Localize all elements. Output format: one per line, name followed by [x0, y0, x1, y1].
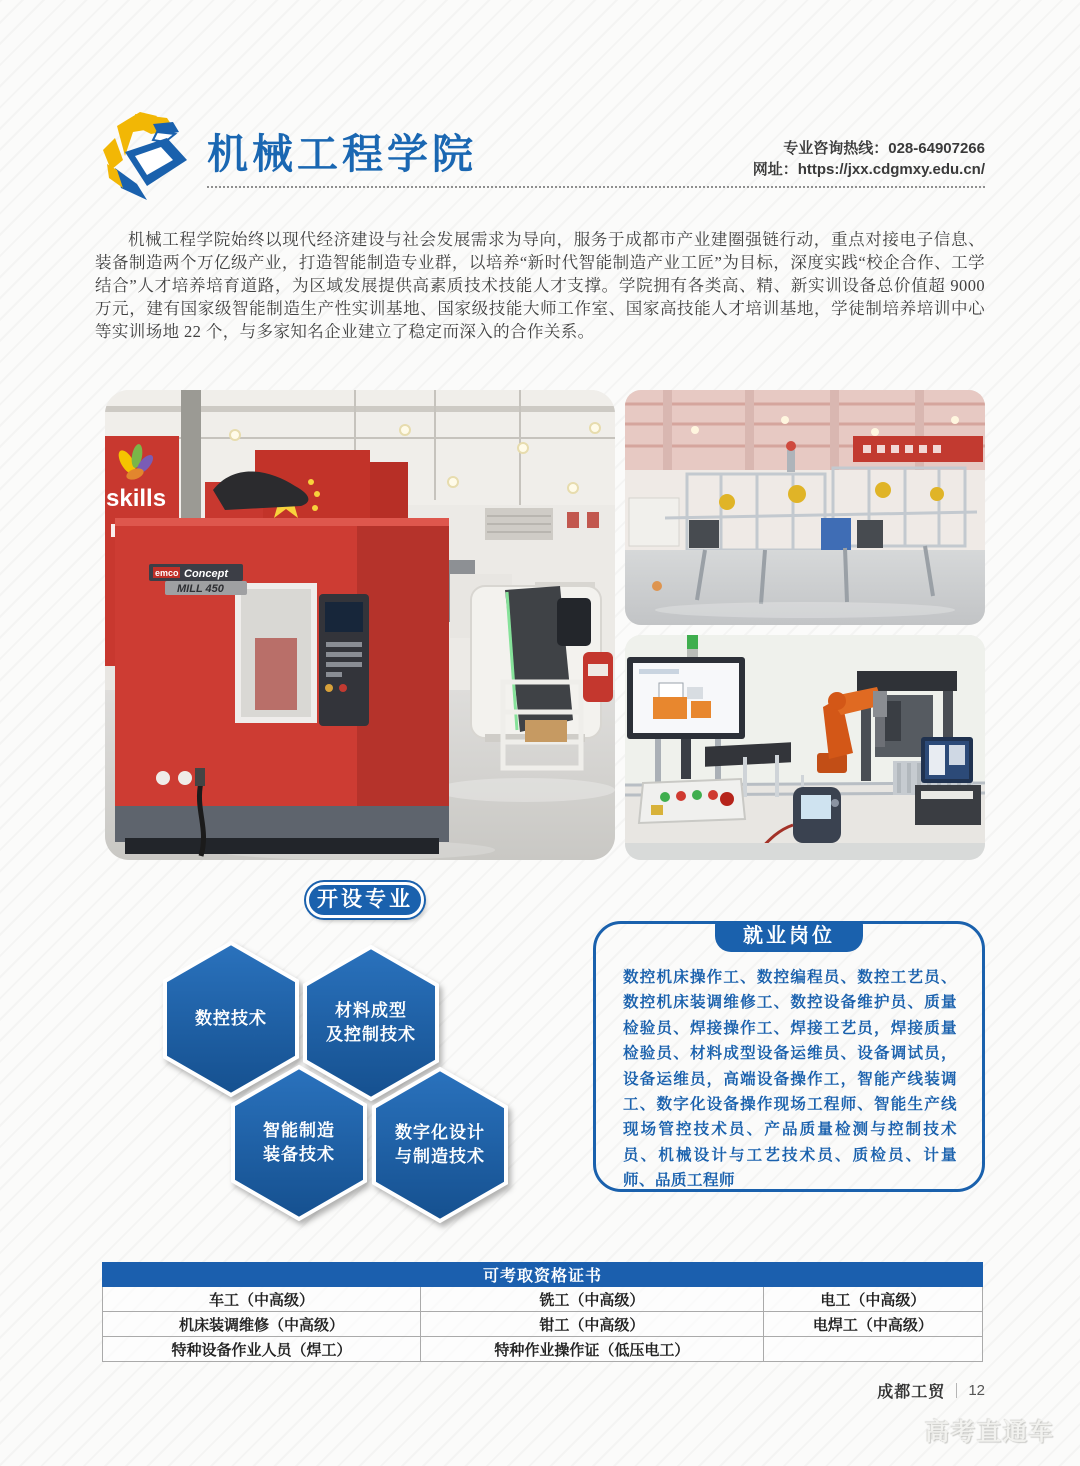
page-footer	[877, 1379, 985, 1402]
machine-model-text: MILL 450	[177, 583, 224, 595]
major-hex-digital-design	[371, 1066, 509, 1224]
table-row	[103, 1312, 983, 1337]
machine-brand-text: emco	[155, 568, 179, 578]
major-label: 材料成型	[335, 1001, 407, 1020]
page-title: 机械工程学院	[207, 131, 477, 177]
photo-production-line	[625, 390, 985, 625]
jobs-panel	[593, 921, 985, 1192]
jobs-list: 数控机床操作工、数控编程员、数控工艺员、数控机床装调维修工、数控设备维护员、质量检验员、焊接操作工、焊接工艺员，焊接质量检验员、材料成型设备运维员、设备调试员，设备运维员，高端设备操作工，智能产线装调工、数字化设备操作现场工程师、智能生产线现场管控技术员、产品质量检测与控制技术员、机械设计与工艺技术员、质检员、计量师、品质工程师	[623, 969, 957, 1190]
control-panel	[639, 779, 745, 823]
major-hex-intelligent-manufacturing	[230, 1064, 368, 1222]
jobs-section-title: 就业岗位	[715, 921, 863, 952]
cert-cell: 电工（中高级）	[763, 1287, 982, 1312]
photo-robot-cell	[625, 635, 985, 860]
header-divider	[207, 186, 985, 188]
intro-paragraph: 机械工程学院始终以现代经济建设与社会发展需求为导向，服务于成都市产业建圈强链行动，重点对接电子信息、装备制造两个万亿级产业，打造智能制造专业群，以培养“新时代智能制造产业工匠”为目标，深度实践“校企合作、工学结合”人才培养培育道路，为区域发展提供高素质技术技能人才支撑。学院拥有各类高、精、新实训设备总价值超 9000 万元，建有国家级智能制造生产性实训基地、国家级技能大师工作室、国家高技能人才培训基地，学徒制培养培训中心等实训场地 22 个，与多家知名企业建立了稳定而深入的合作关系。	[95, 230, 985, 341]
college-logo	[95, 108, 195, 203]
red-banner	[853, 436, 983, 462]
hotline-text: 专业咨询热线：028-64907266	[783, 140, 985, 157]
major-label: 数控技术	[195, 1009, 267, 1028]
footer-divider	[956, 1383, 957, 1398]
majors-section-title: 开设专业	[306, 882, 424, 918]
major-label: 及控制技术	[326, 1025, 416, 1044]
watermark: 高考直通车	[925, 1419, 1055, 1446]
cert-cell: 机床装调维修（中高级）	[103, 1312, 421, 1337]
cert-cell: 车工（中高级）	[103, 1287, 421, 1312]
cert-cell: 特种作业操作证（低压电工）	[421, 1337, 764, 1362]
major-label: 装备技术	[263, 1145, 335, 1164]
photo-cnc-workshop	[105, 390, 615, 860]
white-cnc-machine	[450, 574, 601, 742]
cert-cell: 钳工（中高级）	[421, 1312, 764, 1337]
red-barrel	[583, 652, 613, 702]
pc-monitor	[915, 737, 981, 825]
emco-cnc-machine	[115, 471, 449, 856]
cert-cell: 电焊工（中高级）	[763, 1312, 982, 1337]
majors-hex-cluster	[160, 938, 522, 1228]
cert-cell: 铣工（中高级）	[421, 1287, 764, 1312]
certs-table	[102, 1262, 983, 1362]
cert-cell: 特种设备作业人员（焊工）	[103, 1337, 421, 1362]
footer-page-number: 12	[968, 1382, 985, 1399]
certs-table-title: 可考取资格证书	[103, 1263, 983, 1287]
major-label: 数字化设计	[395, 1123, 485, 1142]
major-label: 智能制造	[263, 1121, 335, 1140]
website-url: 网址：https://jxx.cdgmxy.edu.cn/	[752, 161, 985, 178]
cert-cell	[763, 1337, 982, 1362]
skills-wall-text: skills	[106, 485, 167, 512]
contact-block	[753, 138, 985, 180]
table-row	[103, 1337, 983, 1362]
major-label: 与制造技术	[395, 1147, 485, 1166]
machine-series-text: Concept	[184, 568, 228, 580]
footer-brand: 成都工贸	[877, 1384, 946, 1401]
table-row	[103, 1287, 983, 1312]
